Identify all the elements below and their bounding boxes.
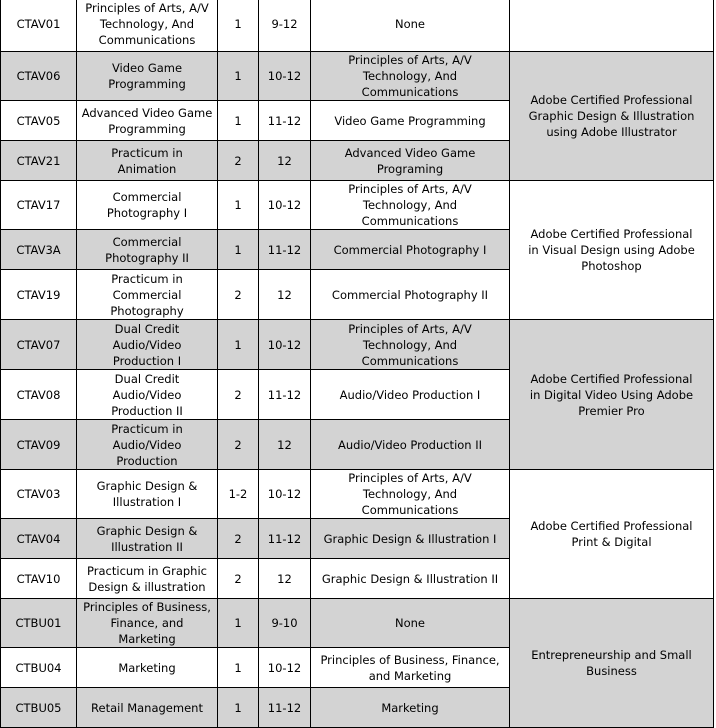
course-code: CTBU01 [1,599,77,648]
course-prerequisite: Principles of Arts, A/V Technology, And Communications [311,52,510,101]
course-credit: 1 [218,52,259,101]
certification-cell [510,0,714,52]
course-name: Dual Credit Audio/Video Production I [77,320,218,370]
course-credit: 2 [218,141,259,181]
course-grade: 10-12 [259,52,311,101]
course-code: CTAV17 [1,181,77,230]
course-prerequisite: Principles of Business, Finance, and Marketing [311,648,510,688]
course-code: CTAV07 [1,320,77,370]
course-credit: 1 [218,230,259,270]
course-prerequisite: Principles of Arts, A/V Technology, And Communications [311,470,510,519]
course-grade: 10-12 [259,470,311,519]
course-credit: 1 [218,599,259,648]
course-prerequisite: Advanced Video Game Programing [311,141,510,181]
course-name: Commercial Photography I [77,181,218,230]
certification-text: Adobe Certified Professional Print & Digital [530,519,693,549]
course-code: CTAV06 [1,52,77,101]
course-prerequisite: Audio/Video Production I [311,370,510,420]
certification-text: Adobe Certified Professional Graphic Design & Illustration using Adobe Illustrator [528,93,695,139]
course-name: Principles of Arts, A/V Technology, And Communications [77,0,218,52]
course-name: Marketing [77,648,218,688]
table-row [1,52,714,101]
course-grade: 11-12 [259,519,311,559]
course-grade: 11-12 [259,230,311,270]
course-credit: 1 [218,181,259,230]
certification-cell [510,470,714,599]
course-grade: 10-12 [259,320,311,370]
table-row [1,181,714,230]
course-credit: 1 [218,320,259,370]
course-credit: 1 [218,688,259,728]
course-credit: 1 [218,648,259,688]
course-prerequisite: Audio/Video Production II [311,420,510,470]
course-credit: 2 [218,519,259,559]
course-code: CTAV01 [1,0,77,52]
course-code: CTBU04 [1,648,77,688]
course-prerequisite: None [311,599,510,648]
course-prerequisite: Graphic Design & Illustration I [311,519,510,559]
course-credit: 1 [218,0,259,52]
certification-cell [510,599,714,728]
course-code: CTAV04 [1,519,77,559]
course-credit: 2 [218,559,259,599]
course-credit: 1-2 [218,470,259,519]
course-prerequisite: Marketing [311,688,510,728]
course-code: CTBU05 [1,688,77,728]
certification-text: Entrepreneurship and Small Business [531,648,692,678]
course-code: CTAV08 [1,370,77,420]
course-name: Practicum in Graphic Design & illustration [77,559,218,599]
course-credit: 2 [218,420,259,470]
course-code: CTAV19 [1,270,77,320]
course-prerequisite: Commercial Photography II [311,270,510,320]
course-code: CTAV10 [1,559,77,599]
course-prerequisite: Principles of Arts, A/V Technology, And Communications [311,181,510,230]
course-name: Graphic Design & Illustration I [77,470,218,519]
course-name: Retail Management [77,688,218,728]
course-grade: 9-10 [259,599,311,648]
certification-text: Adobe Certified Professional in Visual Design using Adobe Photoshop [528,227,695,273]
course-name: Principles of Business, Finance, and Marketing [77,599,218,648]
certification-cell [510,181,714,320]
table-row [1,320,714,370]
course-name: Practicum in Animation [77,141,218,181]
course-name: Practicum in Commercial Photography [77,270,218,320]
course-grade: 10-12 [259,181,311,230]
certification-cell [510,52,714,181]
course-prerequisite: Graphic Design & Illustration II [311,559,510,599]
course-prerequisite: Video Game Programming [311,101,510,141]
course-grade: 12 [259,420,311,470]
course-code: CTAV05 [1,101,77,141]
course-name: Commercial Photography II [77,230,218,270]
course-credit: 2 [218,370,259,420]
course-prerequisite: None [311,0,510,52]
table-row [1,0,714,52]
course-code: CTAV3A [1,230,77,270]
course-code: CTAV09 [1,420,77,470]
course-name: Dual Credit Audio/Video Production II [77,370,218,420]
course-prerequisite: Principles of Arts, A/V Technology, And Communications [311,320,510,370]
certification-text: Adobe Certified Professional in Digital Video Using Adobe Premier Pro [529,371,694,418]
course-grade: 11-12 [259,101,311,141]
course-name: Practicum in Audio/Video Production [77,420,218,470]
course-code: CTAV03 [1,470,77,519]
table-row [1,470,714,519]
course-name: Video Game Programming [77,52,218,101]
course-grade: 11-12 [259,370,311,420]
course-grade: 12 [259,270,311,320]
course-prerequisite: Commercial Photography I [311,230,510,270]
course-grade: 12 [259,559,311,599]
course-name: Graphic Design & Illustration II [77,519,218,559]
course-grade: 12 [259,141,311,181]
course-grade: 9-12 [259,0,311,52]
course-grade: 10-12 [259,648,311,688]
course-name: Advanced Video Game Programming [77,101,218,141]
certification-cell [510,320,714,470]
table-row [1,599,714,648]
course-code: CTAV21 [1,141,77,181]
course-grade: 11-12 [259,688,311,728]
course-credit: 2 [218,270,259,320]
course-credit: 1 [218,101,259,141]
